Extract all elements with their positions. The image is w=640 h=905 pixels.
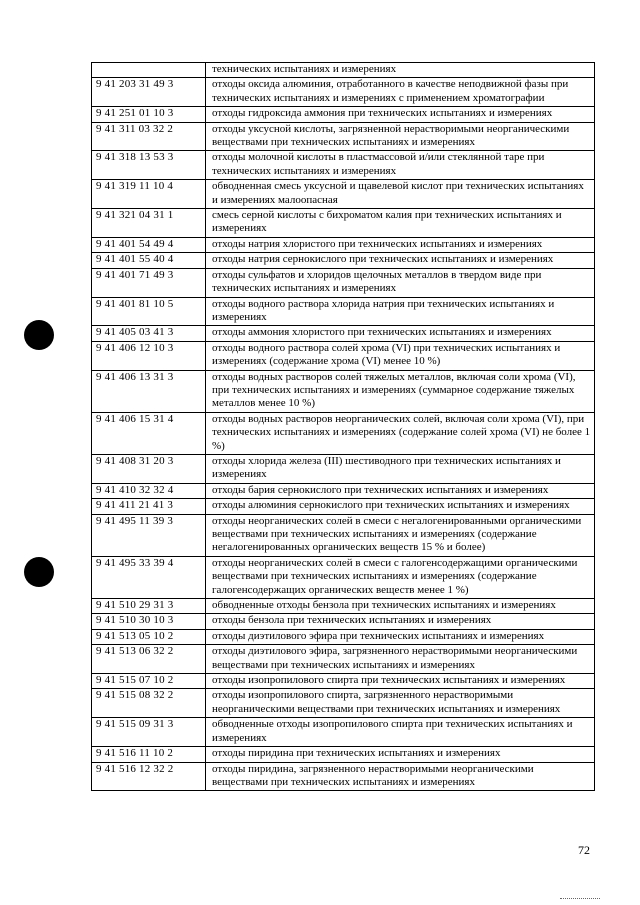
- description-cell: отходы натрия хлористого при технических испытаниях и измерениях: [206, 237, 595, 252]
- waste-code-cell: 9 41 319 11 10 4: [92, 180, 206, 209]
- description-cell: обводненные отходы изопропилового спирта при технических испытаниях и измерениях: [206, 718, 595, 747]
- waste-code-cell: 9 41 515 09 31 3: [92, 718, 206, 747]
- waste-code-cell: 9 41 411 21 41 3: [92, 499, 206, 514]
- waste-code-cell: 9 41 410 32 32 4: [92, 483, 206, 498]
- description-cell: отходы неорганических солей в смеси с негалогенированными органическими веществами при технических испытаниях и измерениях (содержание негалогенированных органических веществ 15 % и более): [206, 514, 595, 556]
- waste-code-cell: 9 41 203 31 49 3: [92, 78, 206, 107]
- description-cell: отходы бария сернокислого при технических испытаниях и измерениях: [206, 483, 595, 498]
- description-cell: отходы алюминия сернокислого при технических испытаниях и измерениях: [206, 499, 595, 514]
- table-row: [92, 412, 595, 454]
- description-cell: отходы водного раствора хлорида натрия при технических испытаниях и измерениях: [206, 297, 595, 326]
- table-row: [92, 762, 595, 791]
- waste-code-cell: 9 41 406 13 31 3: [92, 370, 206, 412]
- table-row: [92, 78, 595, 107]
- description-cell: отходы диэтилового эфира, загрязненного нерастворимыми неорганическими веществами при технических испытаниях и измерениях: [206, 645, 595, 674]
- code-cell: [92, 63, 206, 78]
- waste-code-cell: 9 41 318 13 53 3: [92, 151, 206, 180]
- description-cell: отходы диэтилового эфира при технических испытаниях и измерениях: [206, 629, 595, 644]
- waste-code-table: [91, 62, 595, 791]
- table-row: [92, 599, 595, 614]
- description-cell: отходы сульфатов и хлоридов щелочных металлов в твердом виде при технических испытаниях и измерениях: [206, 268, 595, 297]
- waste-code-cell: 9 41 251 01 10 3: [92, 107, 206, 122]
- description-cell: технических испытаниях и измерениях: [206, 63, 595, 78]
- table-row: [92, 483, 595, 498]
- scan-edge-mark: [560, 898, 600, 900]
- description-cell: отходы уксусной кислоты, загрязненной нерастворимыми неорганическими веществами при технических испытаниях и измерениях: [206, 122, 595, 151]
- description-cell: отходы водного раствора солей хрома (VI) при технических испытаниях и измерениях (содержание хрома (VI) менее 10 %): [206, 341, 595, 370]
- table-row: [92, 674, 595, 689]
- page-number: 72: [578, 843, 590, 857]
- table-row: [92, 209, 595, 238]
- table-row: [92, 645, 595, 674]
- table-row: [92, 614, 595, 629]
- table-row: [92, 326, 595, 341]
- waste-code-cell: 9 41 401 54 49 4: [92, 237, 206, 252]
- table-row: [92, 122, 595, 151]
- table-row: [92, 237, 595, 252]
- punch-hole-mark: [24, 557, 54, 587]
- description-cell: отходы водных растворов солей тяжелых металлов, включая соли хрома (VI), при технических испытаниях и измерениях (суммарное содержание тяжелых металлов менее 10 %): [206, 370, 595, 412]
- description-cell: отходы бензола при технических испытаниях и измерениях: [206, 614, 595, 629]
- waste-code-cell: 9 41 516 12 32 2: [92, 762, 206, 791]
- waste-code-cell: 9 41 406 12 10 3: [92, 341, 206, 370]
- waste-code-cell: 9 41 515 07 10 2: [92, 674, 206, 689]
- table-row: [92, 747, 595, 762]
- table-row: [92, 107, 595, 122]
- waste-code-cell: 9 41 495 11 39 3: [92, 514, 206, 556]
- waste-code-cell: 9 41 321 04 31 1: [92, 209, 206, 238]
- table-row: [92, 268, 595, 297]
- waste-code-cell: 9 41 515 08 32 2: [92, 689, 206, 718]
- table-row: [92, 629, 595, 644]
- waste-code-cell: 9 41 401 55 40 4: [92, 253, 206, 268]
- description-cell: смесь серной кислоты с бихроматом калия при технических испытаниях и измерениях: [206, 209, 595, 238]
- description-cell: отходы гидроксида аммония при технических испытаниях и измерениях: [206, 107, 595, 122]
- waste-code-cell: 9 41 401 81 10 5: [92, 297, 206, 326]
- table-row: [92, 370, 595, 412]
- waste-code-cell: 9 41 516 11 10 2: [92, 747, 206, 762]
- table-row: [92, 718, 595, 747]
- waste-code-cell: 9 41 513 05 10 2: [92, 629, 206, 644]
- waste-code-cell: 9 41 408 31 20 3: [92, 454, 206, 483]
- table-row: [92, 297, 595, 326]
- table-row: [92, 253, 595, 268]
- table-row: [92, 151, 595, 180]
- description-cell: отходы натрия сернокислого при технических испытаниях и измерениях: [206, 253, 595, 268]
- description-cell: обводненная смесь уксусной и щавелевой кислот при технических испытаниях и измерениях малоопасная: [206, 180, 595, 209]
- waste-code-cell: 9 41 495 33 39 4: [92, 556, 206, 598]
- table-row: [92, 689, 595, 718]
- punch-hole-mark: [24, 320, 54, 350]
- waste-code-cell: 9 41 401 71 49 3: [92, 268, 206, 297]
- description-cell: отходы хлорида железа (III) шестиводного при технических испытаниях и измерениях: [206, 454, 595, 483]
- description-cell: отходы неорганических солей в смеси с галогенсодержащими органическими веществами при технических испытаниях и измерениях (содержание галогенсодержащих органических веществ менее 1 %): [206, 556, 595, 598]
- description-cell: отходы аммония хлористого при технических испытаниях и измерениях: [206, 326, 595, 341]
- table-row: [92, 514, 595, 556]
- description-cell: отходы пиридина при технических испытаниях и измерениях: [206, 747, 595, 762]
- description-cell: отходы водных растворов неорганических солей, включая соли хрома (VI), при технических испытаниях и измерениях (содержание солей хрома (VI) не более 1 %): [206, 412, 595, 454]
- waste-code-cell: 9 41 311 03 32 2: [92, 122, 206, 151]
- description-cell: отходы молочной кислоты в пластмассовой и/или стеклянной таре при технических испытаниях и измерениях: [206, 151, 595, 180]
- table-row: [92, 180, 595, 209]
- waste-code-cell: 9 41 406 15 31 4: [92, 412, 206, 454]
- table-row: [92, 341, 595, 370]
- description-cell: отходы оксида алюминия, отработанного в качестве неподвижной фазы при технических испытаниях и измерениях с применением хроматографии: [206, 78, 595, 107]
- waste-code-cell: 9 41 513 06 32 2: [92, 645, 206, 674]
- waste-code-cell: 9 41 510 30 10 3: [92, 614, 206, 629]
- table-row: [92, 454, 595, 483]
- waste-code-cell: 9 41 510 29 31 3: [92, 599, 206, 614]
- description-cell: отходы изопропилового спирта, загрязненного нерастворимыми неорганическими веществами при технических испытаниях и измерениях: [206, 689, 595, 718]
- waste-code-cell: 9 41 405 03 41 3: [92, 326, 206, 341]
- description-cell: обводненные отходы бензола при технических испытаниях и измерениях: [206, 599, 595, 614]
- table-row: [92, 499, 595, 514]
- description-cell: отходы изопропилового спирта при технических испытаниях и измерениях: [206, 674, 595, 689]
- table-row: [92, 556, 595, 598]
- table-row-continuation: [92, 63, 595, 78]
- description-cell: отходы пиридина, загрязненного нерастворимыми неорганическими веществами при технических испытаниях и измерениях: [206, 762, 595, 791]
